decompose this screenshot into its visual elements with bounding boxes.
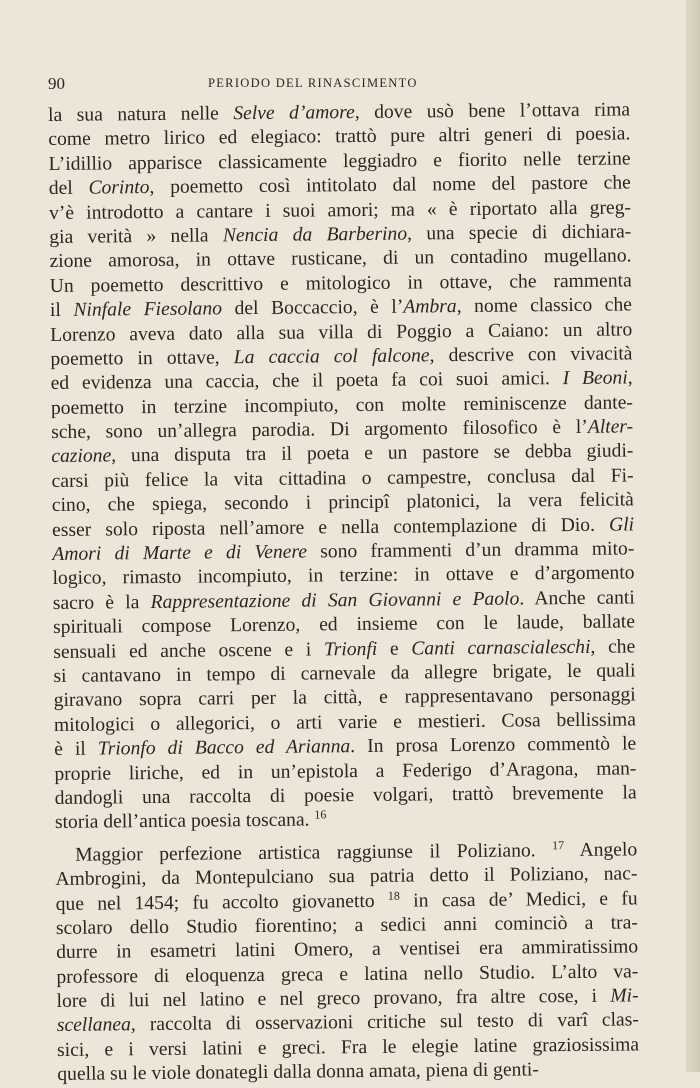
text-segment: , che [590, 635, 636, 658]
italic-title: cazione [51, 445, 112, 468]
text-segment: , nome classico che [456, 294, 633, 318]
text-segment: v’è introdotto a cantare i suoi amori; ma « è riportato alla greg- [48, 196, 632, 224]
italic-title: Amori di Marte e di Venere [52, 541, 308, 566]
text-segment: Lorenzo aveva dato alla sua villa di Poggio a Caiano: un altro [50, 318, 633, 346]
text-segment: sici, e i versi latini e greci. Fra le elegie latine graziosissima [56, 1034, 640, 1061]
text-segment: carsi più felice la vita cittadina o campestre, conclusa dal Fi- [51, 465, 634, 492]
text-segment: L’idillio apparisce classicamente leggiadro e fiorito nelle terzine [48, 148, 631, 175]
text-segment: , una disputa tra il poeta e un pastore se debba giudi- [111, 440, 634, 467]
text-segment: , raccolta di osservazioni critiche sul testo di varî clas- [130, 1009, 639, 1036]
italic-title: Rappresentazione di San Giovanni e Paolo [150, 588, 520, 613]
text-segment: Angelo [564, 839, 638, 861]
italic-title: Trionfi [323, 638, 378, 660]
page-header [48, 74, 628, 98]
text-segment: e [377, 638, 412, 660]
text-segment: proprie liriche, ed in un’epistola a Federigo d’Aragona, man- [54, 757, 637, 785]
text-segment: scolaro dello Studio fiorentino; a sedici anni cominciò a tra- [55, 912, 638, 939]
italic-title: Corinto [88, 177, 150, 199]
text-segment: gia verità » nella [49, 225, 223, 248]
italic-title: Canti carnascialeschi [411, 636, 591, 660]
running-title: PERIODO DEL RINASCIMENTO [208, 76, 418, 90]
footnote-ref: 16 [314, 807, 327, 822]
text-segment: Maggior perfezione artistica raggiunse il Poliziano. [75, 839, 553, 866]
text-segment: in casa de’ Medici, e fu [399, 887, 638, 912]
italic-title: Trionfo di Bacco ed Arianna [97, 736, 351, 760]
text-segment: poemetto in terzine incompiuto, con molte reminiscenze dante- [50, 392, 633, 419]
text-segment: Un poemetto descrittivo e mitologico in ottave, che rammenta [49, 270, 632, 297]
text-segment: , descrive con vivacità [429, 343, 633, 367]
paragraph-lorenzo [48, 98, 637, 835]
text-segment: come metro lirico ed elegiaco: trattò pure altri generi di poesia. [48, 123, 631, 151]
text-segment: sensuali ed anche oscene e i [53, 638, 325, 663]
text-segment: logico, rimasto incompiuto, in terzine: in ottave e d’argomento [52, 562, 635, 590]
text-segment: poemetto in ottave, [50, 347, 234, 370]
text-segment: si cantavano in tempo di carnevale da allegre brigate, le quali [53, 660, 636, 687]
italic-title: Mi- [610, 985, 639, 1007]
text-segment: giravano sopra carri per la città, e rappresentavano personaggi [53, 684, 636, 712]
text-segment: professore di eloquenza greca e latina nello Studio. L’alto va- [56, 961, 639, 988]
text-segment: ed evidenza una caccia, che il poeta fa coi suoi amici. [50, 368, 563, 395]
text-segment: sche, sono un’allegra parodia. Di argomento filosofico è l’ [51, 416, 588, 444]
text-segment: mitologici o allegorici, o arti varie e mestieri. Cosa bellissima [53, 709, 637, 736]
text-segment: . Anche canti [519, 587, 635, 610]
text-segment: sono frammenti d’un dramma mito- [306, 538, 635, 563]
text-segment: è il [54, 738, 98, 761]
text-segment: la sua natura nelle [48, 103, 234, 126]
text-segment: zione amorosa, in ottave rusticane, di un contadino mugellano. [49, 245, 632, 273]
text-segment: il [49, 299, 74, 322]
text-segment: esser solo riposta nell’amore e nella contemplazione di Dio. [51, 514, 610, 541]
italic-title: Nencia da Barberino [222, 223, 408, 247]
text-segment: , poemetto così intitolato dal nome del pastore che [149, 172, 631, 199]
italic-title: Selve d’amore [233, 102, 355, 125]
paragraph-poliziano [55, 838, 639, 1087]
italic-title: I Beoni [562, 367, 628, 390]
text-segment: dandogli una raccolta di poesie volgari, trattò brevemente la [54, 782, 637, 809]
text-segment: lore di lui nel latino e nel greco provano, fra altre cose, i [56, 985, 611, 1013]
italic-title: La caccia col falcone [233, 345, 430, 369]
text-segment: , [627, 367, 633, 389]
footnote-ref: 18 [387, 888, 400, 903]
text-segment: Ambrogini, da Montepulciano sua patria detto il Poliziano, nac- [55, 863, 638, 891]
text-segment: del Boccaccio, è l’ [221, 296, 404, 320]
italic-title: Alter- [587, 416, 634, 438]
text-segment: spirituali compose Lorenzo, ed insieme con le laude, ballate [52, 611, 636, 639]
text-line [57, 1058, 639, 1088]
body-text [48, 98, 639, 1087]
page-number: 90 [48, 74, 65, 93]
text-segment: del [48, 177, 89, 200]
text-segment: , una specie di dichiara- [406, 221, 632, 245]
footnote-ref: 17 [552, 837, 565, 852]
text-segment: durre in esametri latini Omero, a ventisei era ammiratissimo [56, 936, 639, 964]
text-segment: . In prosa Lorenzo commentò le [350, 733, 637, 758]
text-segment: quella su le viole donategli dalla donna amata, piena di genti- [57, 1059, 539, 1086]
text-segment: que nel 1454; fu accolto giovanetto [55, 890, 389, 915]
text-segment: , dove usò bene l’ottava rima [354, 99, 631, 124]
page-edge [686, 0, 700, 1072]
italic-title: scellanea [56, 1014, 131, 1037]
text-segment: cino, che spiega, secondo i principî platonici, la vera felicità [51, 489, 634, 517]
text-segment: storia dell’antica poesia toscana. [54, 809, 315, 834]
text-segment: sacro è la [52, 591, 151, 614]
italic-title: Ninfale Fiesolano [73, 298, 223, 321]
italic-title: Gli [608, 514, 635, 536]
italic-title: Ambra [403, 296, 457, 318]
